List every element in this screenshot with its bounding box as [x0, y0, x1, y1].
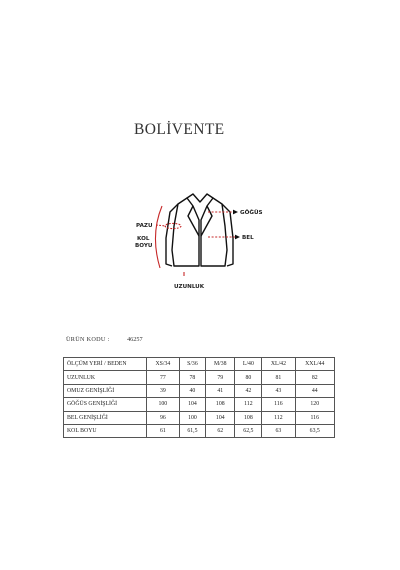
- jacket-measurement-diagram: [100, 180, 300, 300]
- table-cell: 41: [206, 384, 235, 397]
- table-cell: GÖĞÜS GENİŞLİĞİ: [64, 398, 147, 411]
- label-uzunluk: UZUNLUK: [174, 284, 205, 290]
- table-cell: 78: [179, 371, 205, 384]
- header-cell: XS/34: [147, 358, 180, 371]
- table-cell: KOL BOYU: [64, 424, 147, 437]
- label-gogus: GÖĞÜS: [240, 210, 263, 216]
- label-bel: BEL: [242, 235, 254, 241]
- table-cell: 81: [262, 371, 295, 384]
- table-header-row: [64, 358, 335, 371]
- brand-logo: BOLİVENTE: [134, 121, 225, 138]
- table-cell: 108: [206, 398, 235, 411]
- table-cell: OMUZ GENİŞLİĞİ: [64, 384, 147, 397]
- table-cell: 82: [295, 371, 335, 384]
- table-cell: 63: [262, 424, 295, 437]
- label-pazu: PAZU: [136, 223, 153, 229]
- table-cell: 61,5: [179, 424, 205, 437]
- header-cell: S/36: [179, 358, 205, 371]
- product-code-value: 46257: [127, 336, 143, 343]
- table-cell: 100: [147, 398, 180, 411]
- header-cell: L/40: [235, 358, 262, 371]
- table-cell: 100: [179, 411, 205, 424]
- table-cell: 112: [262, 411, 295, 424]
- table-cell: UZUNLUK: [64, 371, 147, 384]
- table-cell: 116: [295, 411, 335, 424]
- product-code-label: ÜRÜN KODU :: [66, 336, 110, 343]
- table-row: [64, 424, 335, 437]
- table-cell: 39: [147, 384, 180, 397]
- label-kol-boyu-1: KOL: [137, 236, 150, 242]
- table-row: [64, 384, 335, 397]
- header-cell: ÖLÇÜM YERİ / BEDEN: [64, 358, 147, 371]
- table-cell: 116: [262, 398, 295, 411]
- table-cell: 63,5: [295, 424, 335, 437]
- table-cell: 42: [235, 384, 262, 397]
- table-row: [64, 371, 335, 384]
- table-row: [64, 411, 335, 424]
- kol-boyu-arc: [155, 206, 162, 268]
- table-cell: 62: [206, 424, 235, 437]
- header-cell: XXL/44: [295, 358, 335, 371]
- table-cell: 44: [295, 384, 335, 397]
- table-cell: 62,5: [235, 424, 262, 437]
- size-table: [63, 357, 335, 438]
- table-cell: 108: [235, 411, 262, 424]
- table-cell: 104: [206, 411, 235, 424]
- table-cell: 80: [235, 371, 262, 384]
- header-cell: M/38: [206, 358, 235, 371]
- table-row: [64, 398, 335, 411]
- table-cell: 104: [179, 398, 205, 411]
- header-cell: XL/42: [262, 358, 295, 371]
- table-cell: 40: [179, 384, 205, 397]
- table-cell: 96: [147, 411, 180, 424]
- table-cell: 43: [262, 384, 295, 397]
- arrowheads: [233, 210, 240, 240]
- table-cell: 79: [206, 371, 235, 384]
- table-cell: 77: [147, 371, 180, 384]
- label-kol-boyu-2: BOYU: [135, 243, 153, 249]
- jacket-illustration: [166, 194, 233, 266]
- table-cell: 61: [147, 424, 180, 437]
- table-cell: 120: [295, 398, 335, 411]
- table-cell: BEL GENİŞLİĞİ: [64, 411, 147, 424]
- table-cell: 112: [235, 398, 262, 411]
- product-code: [66, 336, 143, 343]
